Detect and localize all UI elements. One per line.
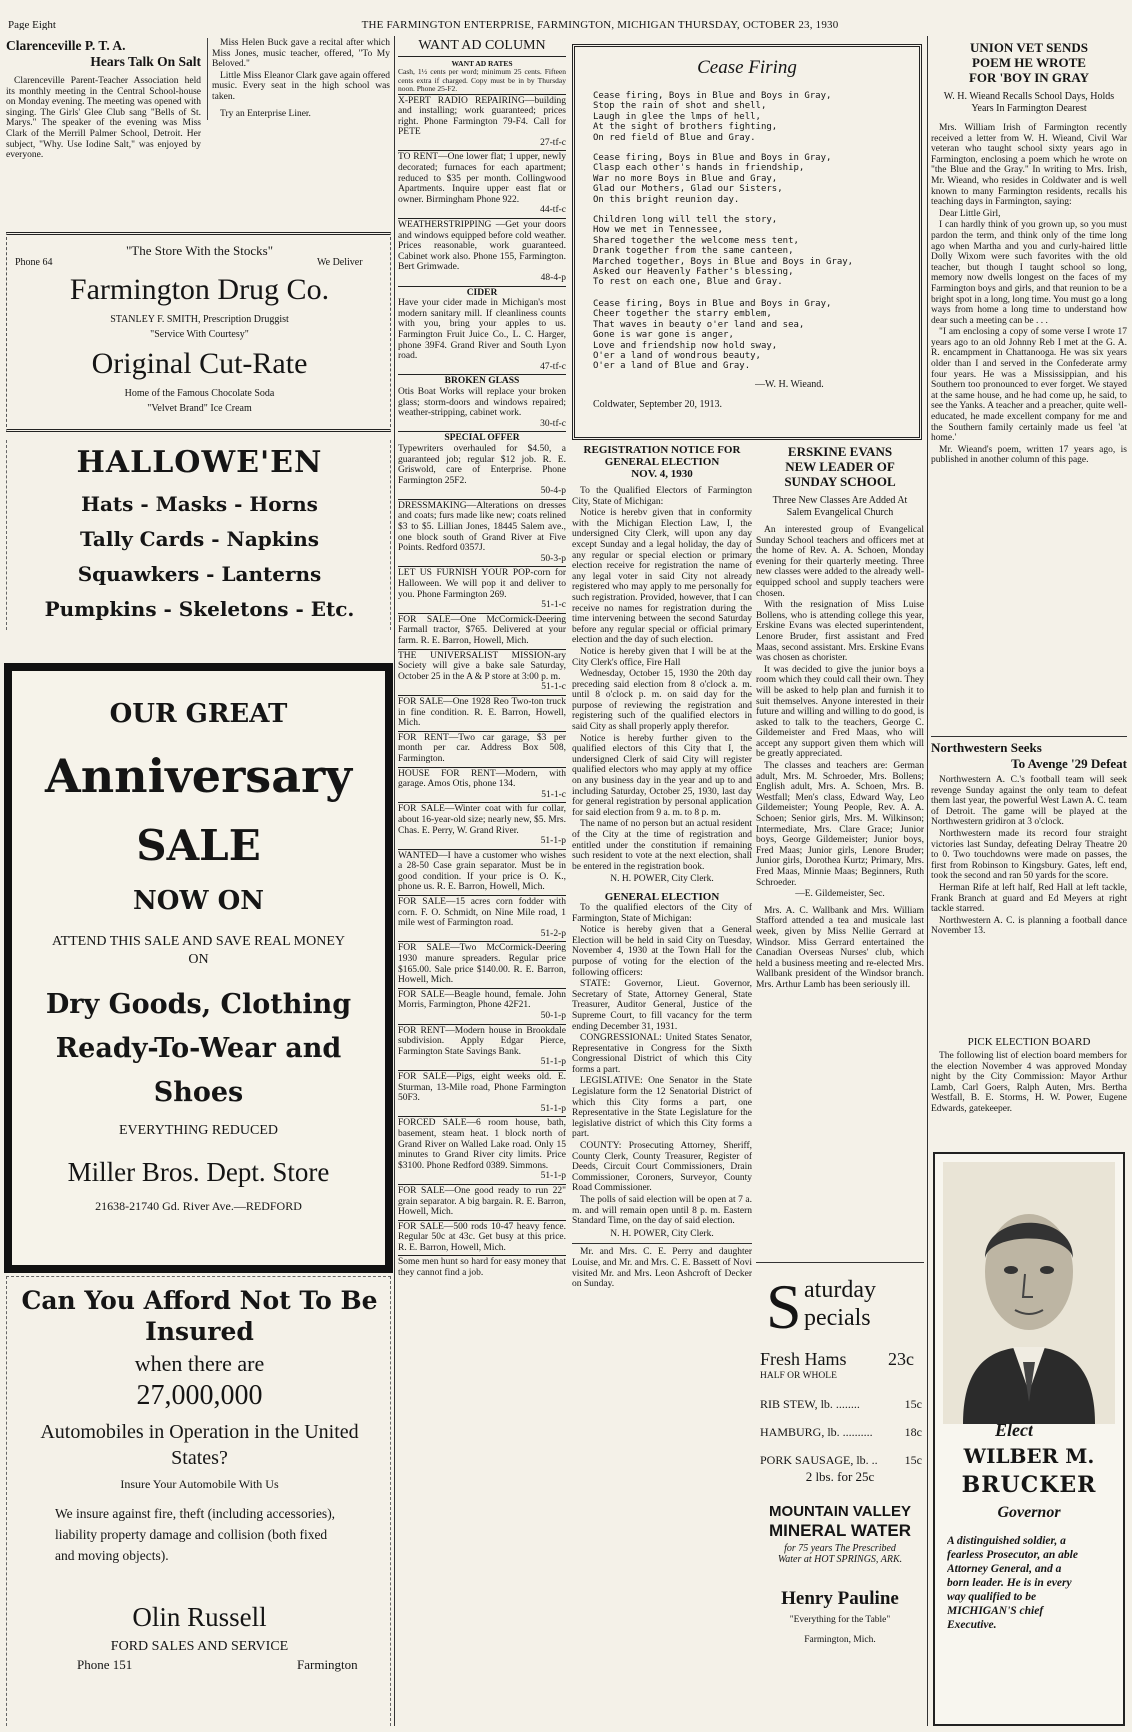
classified-ad: HOUSE FOR RENT—Modern, with garage. Amos Otis, phone 134. 51-1-c (398, 767, 566, 803)
nw-head-1: Northwestern Seeks (931, 740, 1042, 755)
drug-phone: Phone 64 (15, 257, 53, 268)
classified-ad: WEATHERSTRIPPING —Get your doors and windows equipped before cold weather. Prices reasonable, work guaranteed. Cabinet work also. Phone 155, Farmington. Bert Grimwade. 48-4-p (398, 218, 566, 286)
candidate-portrait (943, 1162, 1115, 1424)
specials-pecials: pecials (804, 1305, 871, 1331)
classified-ad: FOR SALE—One McCormick-Deering Farmall tractor, $765. Delivered at your farm. R. E. Barron, Howell, Mich. (398, 613, 566, 649)
halloween-line-4: Pumpkins - Skeletons - Etc. (44, 597, 355, 621)
sunday-school-article: ERSKINE EVANS NEW LEADER OF SUNDAY SCHOOL Three New Classes Are Added At Salem Evangelical Church An interested group of Evangelical Sunday School teachers and officers met at the home of Rev. A. A. Schoen, Monday evening for their quarterly meeting. Three new classes were added to the already well-equipped school and supply teachers were chosen. With the resignation of Miss Luise Bollens, who is attending college this year, Erskine Evans was elected superintendent, Lenore Bruder, first assistant and Fred Maas, second assistant. Mrs. Erskine Evans was chosen as chorister. It was decided to give the junior boys a room which they could call their own. They will be asked to help plan and furnish it to suit themselves. Anyone interested in their future and willing and willing to do good, is asked to talk to the teachers, George C. Gildemeister and Fred Maas, who will accept any support given them which will be greatly appreciated. The classes and teachers are: German adult, Mrs. M. Schroeder, Mrs. Bollens; English adult, Mrs. A. Schoen, Mrs. B. Westfall; Men's class, Edward Way, Leo Gildemeister; Young People, Rev. A. A. Schoen; Senior girls, Mrs. M. Wilkinson; Intermediate, Mrs. Clare Grace; Junior boys, George Gildemeister; Junior boys, Fred Maas; Junior girls, Lenore Bruder; Junior girls, Dorothea Kurtz; Primary, Mrs. Fred Maas, Minnie Maas; Beginners, Ruth Schroeder. —E. Gildemeister, Sec. Mrs. A. C. Wallbank and Mrs. William Stafford attended a tea and musicale last week, given by Miss Nellie Gerrard at Windsor. Miss Gerrard entertained the Canadian Overseas Nurses' club, which held a business meeting and re-elected Mrs. Wallbank president of the Windsor branch. Mrs. Arthur Lamb has been seriously ill. (756, 444, 924, 990)
specials-aturday: aturday (804, 1277, 876, 1303)
insure-number: 27,000,000 (136, 1380, 263, 1411)
drug-owner: STANLEY F. SMITH, Prescription Druggist (110, 314, 289, 325)
specials-item: HAMBURG, lb. .......... 18c (760, 1425, 922, 1439)
want-title: WANT AD COLUMN (398, 38, 566, 57)
poem-stanza-2: Cease firing, Boys in Blue and Boys in Gray, Clasp each other's hands in friendship, War no more Boys in Blue and Gray, Glad our Mothers, Glad our Sisters, On this bright reunion day. (593, 153, 832, 205)
specials-item: RIB STEW, lb. ........ 15c (760, 1397, 922, 1411)
classified-ad: FORCED SALE—6 room house, bath, basement, steam heat. 1 block north of Grand River on Walled Lake road. Only 15 minutes to Grand River city limits. Price $3100. Phone Redford 0389. Simmons. 51-1-p (398, 1116, 566, 1184)
gen-signature: N. H. POWER, City Clerk. (610, 1228, 714, 1239)
brucker-ad (933, 1152, 1125, 1726)
specials-ad (756, 1262, 924, 1726)
insurance-ad (6, 1276, 391, 1726)
pta-body: Clarenceville Parent-Teacher Association held its monthly meeting in the Central School-house on Monday evening. The meeting was opened with singing. The Girls' Glee Club sang "Bells of St. Marys." The speaker of the evening was Miss Clark of the Merrill Palmer School, Detroit. Her subject, "Why. Use Iodine Salt," was enjoyed by everyone. (6, 76, 201, 161)
halloween-ad (6, 440, 391, 630)
poem-stanza-3: Children long will tell the story, How we met in Tennessee, Shared together the welcome mess tent, Drank together from the same canteen, Marched together, Boys in Blue and Boys in Gray, Asked our Heavenly Father's blessing, To rest on each one, Blue and Gray. (593, 215, 854, 288)
mountain-valley-2: MINERAL WATER (769, 1521, 911, 1540)
pauline-town: Farmington, Mich. (804, 1635, 876, 1645)
sale-attend: ATTEND THIS SALE AND SAVE REAL MONEY ON (52, 934, 345, 967)
sale-anniversary: Anniversary (45, 749, 352, 803)
insure-headline: Can You Afford Not To Be Insured (21, 1286, 378, 1346)
pta-body-2: Miss Helen Buck gave a recital after which Miss Jones, music teacher, offered, "To My Beloved." Little Miss Eleanor Clark gave again offered music. Every seat in the high school was taken. Try an Enterprise Liner. (207, 38, 390, 120)
insure-phone: Phone 151 (77, 1657, 133, 1672)
brucker-elect: Elect (995, 1420, 1033, 1440)
sale-address: 21638-21740 Gd. River Ave.—REDFORD (95, 1199, 302, 1213)
brucker-name-2: BRUCKER (961, 1472, 1097, 1498)
halloween-line-1: Hats - Masks - Horns (81, 492, 318, 516)
cider-ad: CIDER Have your cider made in Michigan's most modern sanitary mill. If cleanliness counts with you, bring your apples to us. Farmington Fruit Juice Co., L. C. Harger, phone 39F4. Grand River and South Lyon road. 47-tf-c (398, 286, 566, 375)
gen-title: GENERAL ELECTION (604, 890, 720, 903)
pauline-store: Henry Pauline (781, 1588, 899, 1609)
sunday-sub: Three New Classes Are Added At Salem Evangelical Church (772, 495, 908, 518)
classified-ad: LET US FURNISH YOUR POP-corn for Halloween. We will pop it and deliver to you. Phone Farmington 269. 51-1-c (398, 566, 566, 612)
sale-reduced: EVERYTHING REDUCED (118, 1123, 279, 1138)
specials-deal: 2 lbs. for 25c (805, 1469, 875, 1484)
brucker-name-1: WILBER M. (963, 1444, 1095, 1468)
drug-slogan: "The Store With the Stocks" (125, 243, 274, 258)
mountain-valley-1: MOUNTAIN VALLEY (769, 1503, 911, 1520)
classified-ad: FOR SALE—Beagle hound, female. John Morris, Farmington, Phone 42F21. 50-1-p (398, 988, 566, 1024)
drug-velvet: "Velvet Brand" Ice Cream (147, 403, 252, 414)
specials-hams-price: 23c (888, 1349, 914, 1369)
poem-stanza-4: Cease firing, Boys in Blue and Boys in Gray, Cheer together the starry emblem, That waves in beauty o'er land and sea, Gone is war gone is anger, Love and friendship now hold sway, O'er a land of wondrous beauty, O'er a land of Blue and Gray. (593, 299, 832, 372)
specials-half: HALF OR WHOLE (760, 1371, 837, 1381)
classified-ad: THE UNIVERSALIST MISSION-ary Society will give a bake sale Saturday, October 25 in the A & P store at 3:00 p. m. 51-1-c (398, 649, 566, 695)
registration-notice: REGISTRATION NOTICE FOR GENERAL ELECTION NOV. 4, 1930 To the Qualified Electors of Farmington City, State of Michigan: Notice is herebv given that in conformity with the Michigan Election Law, I, the undersigned City Clerk, will upon any day except Sunday and a legal holiday, the day of any regular or special election or primary election receive for registration the name of any legal voter in said City not already registered who may apply to me personally for such registration. Provided, however, that I can receive no names for registration during the time intervening between the second Saturday before any regular special or official primary election and the day of such election. Notice is hereby given that I will be at the City Clerk's office, Fire Hall Wednesday, October 15, 1930 the 20th day preceding said election from 8 o'clock a. m. until 8 o'clock p. m. on said day for the purpose of reviewing the registration and registering such of the qualified electors in said City as shall properly apply therefor. Notice is hereby further given to the qualified electors of this City that I, the undersigned Clerk of said City will register qualified electors who may apply at my office on any business day in the year and up to and including Saturday, October 25, 1930, last day for general registration by personal application for said election from 9 a. m. to 8 p. m. The name of no person but an actual resident of the City at the time of registration and entitled under the constitution if remaining such resident to vote at the next election, shall be entered in the registration book. N. H. POWER, City Clerk. GENERAL ELECTION To the qualified electors of the City of Farmington, State of Michigan: Notice is hereby given that a General Election will be held in said City on Tuesday, November 4, 1930 at the Town Hall for the purpose of voting for the election of the following officers: STATE: Governor, Lieut. Governor, Secretary of State, Attorney General, State Treasurer, Auditor General, Justice of the Supreme Court, to fill vacancy for the term ending December 31, 1931. CONGRESSIONAL: United States Senator, Representative in Congress for the Sixth Congressional District of which this City forms a part. LEGISLATIVE: One Senator in the State Legislature form the 12 Senatorial District of which this City forms a part, one Representative in the State Legislature for the legislative district of which this City forms a part. COUNTY: Prosecuting Attorney, Sheriff, County Clerk, County Treasurer, Register of Deeds, Circuit Court Commissioners, Drain Commissioner, Coroners, Surveyor, County Road Commissioner. The polls of said election will be open at 7 a. m. and will remain open until 8 p. m. Eastern Standard Time, on the day of said election. N. H. POWER, City Clerk. Mr. and Mrs. C. E. Perry and daughter Louise, and Mr. and Mrs. C. E. Bassett of Novi visited Mr. and Mrs. Leon Ashcroft of Decker on Sunday. (572, 444, 752, 1290)
column-rule (394, 36, 395, 1726)
poem-author: —W. H. Wieand. (755, 379, 824, 390)
brucker-text: A distinguished soldier, a fearless Prosecutor, an able Attorney General, and a born leader. He is in every way qualified to be MICHIGAN'S chief Executive. (947, 1535, 1078, 1631)
want-rates: Cash, 1½ cents per word; minimum 25 cents. Fifteen cents extra if charged. Copy must be in by Thursday noon. Phone 25-F2. (398, 67, 566, 93)
insure-line: Insure Your Automobile With Us (120, 1477, 279, 1491)
mountain-valley-4: Water at HOT SPRINGS, ARK. (777, 1554, 903, 1565)
want-rates-title: WANT AD RATES (451, 59, 513, 68)
column-rule (927, 36, 928, 1726)
vet-sub: W. H. Wieand Recalls School Days, Holds Years In Farmington Dearest (943, 91, 1115, 114)
poem-stanza-1: Cease firing, Boys in Blue and Boys in Gray, Stop the rain of shot and shell, Laugh in glee the lmps of hell, At the sight of brothers fighting, On red field of Blue and Gray. (593, 91, 832, 143)
insure-autos: Automobiles in Operation in the United States? (40, 1421, 359, 1469)
classified-ad: TO RENT—One lower flat; 1 upper, newly decorated; furnaces for each apartment; reduced to $35 per month. Collingwood Apartments. Inquire upper east flat or owner. Birmingham Phone 922. 44-tf-c (398, 150, 566, 218)
specials-hams: Fresh Hams (760, 1349, 847, 1369)
insure-when: when there are (134, 1351, 265, 1376)
board-title: PICK ELECTION BOARD (967, 1036, 1091, 1048)
pauline-motto: "Everything for the Table" (789, 1615, 891, 1625)
sale-dry-goods: Dry Goods, Clothing (45, 989, 352, 1020)
reg-signature: N. H. POWER, City Clerk. (610, 874, 714, 885)
sale-ready: Ready-To-Wear and (55, 1033, 342, 1064)
classified-ad: FOR SALE—One 1928 Reo Two-ton truck in fine condition. R. E. Barron, Howell, Mich. (398, 695, 566, 731)
page-number: Page Eight (8, 19, 56, 30)
pta-headline-1: Clarenceville P. T. A. (6, 38, 126, 53)
sale-shoes: Shoes (153, 1077, 244, 1108)
want-ad-column (398, 38, 566, 1726)
classified-ad: FOR SALE—One good ready to run 22" grain separator. A big bargain. R. E. Barron, Howell, Mich. (398, 1184, 566, 1220)
page-title: THE FARMINGTON ENTERPRISE, FARMINGTON, MICHIGAN THURSDAY, OCTOBER 23, 1930 (361, 19, 839, 30)
halloween-title: HALLOWE'EN (76, 445, 323, 480)
classified-ad: FOR RENT—Modern house in Brookdale subdivision. Apply Edgar Pierce, Farmington State Savings Bank. 51-1-p (398, 1024, 566, 1070)
halloween-line-2: Tally Cards - Napkins (79, 527, 320, 551)
poem-box (572, 44, 922, 440)
vet-head-2: POEM HE WROTE (972, 55, 1086, 70)
specials-item: PORK SAUSAGE, lb. .. 15c (760, 1453, 922, 1467)
classified-ad: WANTED—I have a customer who wishes a 28-50 Case grain separator. Must be in good condition. If your price is O. K., phone us. R. E. Barron, Howell, Mich. (398, 849, 566, 895)
vet-head-1: UNION VET SENDS (969, 40, 1088, 55)
sale-sale: SALE (136, 821, 261, 870)
classified-ad: FOR SALE—15 acres corn fodder with corn. F. O. Schmidt, on Nine Mile road, 1 mile west of Farmington road. 51-2-p (398, 895, 566, 941)
perry-item: Mr. and Mrs. C. E. Perry and daughter Louise, and Mr. and Mrs. C. E. Bassett of Novi visited Mr. and Mrs. Leon Ashcroft of Decker on Sunday. (572, 1243, 752, 1289)
vet-head-3: FOR 'BOY IN GRAY (968, 70, 1090, 85)
halloween-line-3: Squawkers - Lanterns (77, 562, 322, 586)
drug-home: Home of the Famous Chocolate Soda (124, 388, 275, 399)
specials-s: S (766, 1275, 802, 1339)
sunday-head-1: ERSKINE EVANS (787, 444, 893, 459)
drug-cutrate: Original Cut-Rate (91, 347, 308, 380)
mountain-valley-3: for 75 years The Prescribed (784, 1543, 896, 1554)
union-vet-article: UNION VET SENDS POEM HE WROTE FOR 'BOY IN GRAY W. H. Wieand Recalls School Days, Holds Years In Farmington Dearest Mrs. William Irish of Farmington recently received a letter from W. H. Wieand, Civil War veteran who taught school sixty years ago in Farmington, enclosing a poem which he wrote on "the Blue and the Gray." In writing to Mrs. Irish, Mr. Wieand, who resides in Coldwater and is well known to many Farmington residents, recalls his teaching days in Farmington, saying: Dear Little Girl, I can hardly think of you grown up, so you must pardon the term, and think only of the time long ago when Martha and you and curly-haired little Dolly Wixom were such favorites with the old teacher, but though I taught school so long, memory now dwells longest on the faces of my Farmington boys and girls, and that reunion to be a bright spot in a long, long time. You must go a long ways from home a long time to understand how dear such a meeting can be . . . "I am enclosing a copy of some verse I wrote 17 years ago to an old Johnny Reb I met at the G. A. R. encampment in Chattanooga. He was six years older than I and served in the Confederate army four years. He was a Mississippian, and his Southern too pronounced to ever forget. We stayed at the same house, and he had come up, he said, to see the Yanks. A teacher and a preacher, quite well-educated, he made excellent company for me and the Southern family certainly made us feel 'at home.' Mr. Wieand's poem, written 17 years ago, is published in another column of this page. (931, 40, 1127, 466)
drug-ad (6, 232, 391, 432)
classified-ad: FOR SALE—Winter coat with fur collar, about 16-year-old size; nearly new, $5. Mrs. Chas. E. Perry, W. Grand River. 51-1-p (398, 802, 566, 848)
sale-our-great: OUR GREAT (109, 699, 288, 729)
drug-deliver: We Deliver (317, 257, 363, 268)
pta-headline-2: Hears Talk On Salt (90, 54, 201, 69)
sunday-signature: —E. Gildemeister, Sec. (795, 889, 885, 900)
classified-ad: FOR SALE—Two McCormick-Deering 1930 manure spreaders. Regular price $165.00. Sale price $140.00. R. E. Barron, Howell, Mich. (398, 941, 566, 987)
sunday-head-2: NEW LEADER OF (785, 459, 895, 474)
poem-title: Cease Firing (697, 57, 797, 78)
insure-body: We insure against fire, theft (including accessories), liability property damage and collision (both fixed and moving objects). (55, 1506, 336, 1563)
brucker-office: Governor (997, 1504, 1061, 1521)
classified-ad: DRESSMAKING—Alterations on dresses and coats; furs made like new; coats relined $3 to $5. Lillian Jones, 18445 Salem ave., one block south of Grand River at Five Points. Redford 0357J. 50-3-p (398, 499, 566, 567)
classified-ad: X-PERT RADIO REPAIRING—building and installing; work guaranteed; prices right. Phone Farmington 79-F4. Call for PETE 27-tf-c (398, 94, 566, 151)
classified-ad: FOR SALE—Pigs, eight weeks old. E. Sturman, 13-Mile road, Phone Farmington 50F3. 51-1-p (398, 1070, 566, 1116)
reg-title: REGISTRATION NOTICE FOR GENERAL ELECTION (583, 444, 741, 468)
insure-agent: Olin Russell (132, 1602, 267, 1632)
glass-ad: BROKEN GLASS Otis Boat Works will replace your broken glass; storm-doors and windows repaired; weather-stripping, cabinet work. 30-tf-c (398, 374, 566, 431)
pta-article (6, 38, 391, 228)
masthead (0, 0, 1132, 30)
insure-town: Farmington (297, 1657, 358, 1672)
reg-date: NOV. 4, 1930 (631, 468, 693, 480)
poem-place: Coldwater, September 20, 1913. (593, 399, 723, 410)
classified-ad: FOR SALE—500 rods 10-47 heavy fence. Regular 50c at 43c. Get busy at this price. R. E. Barron, Howell, Mich. (398, 1220, 566, 1256)
election-board-article: PICK ELECTION BOARD The following list of election board members for the election November 4 was approved Monday night by the City Commission: Mayor Arthur Lamb, Carl Goers, Ralph Auten, Mrs. Bertha Westfall, B. E. Storms, H. W. Power, Eugene Edwards, gatekeeper. (931, 1036, 1127, 1114)
sale-store: Miller Bros. Dept. Store (67, 1157, 330, 1187)
sale-now-on: NOW ON (132, 886, 265, 916)
anniversary-sale-ad (4, 663, 393, 1273)
insure-firm: FORD SALES AND SERVICE (110, 1639, 289, 1654)
offer-ad: SPECIAL OFFER Typewriters overhauled for $4.50, a guaranteed job; regular $12 job. R. E. Griswold, care of Enterprise. Phone Farmington 25F2. 50-4-p (398, 431, 566, 499)
sunday-head-3: SUNDAY SCHOOL (784, 474, 896, 489)
want-closing: Some men hunt so hard for easy money that they cannot find a job. (398, 1255, 566, 1280)
drug-motto: "Service With Courtesy" (150, 329, 249, 340)
drug-name: Farmington Drug Co. (69, 273, 330, 306)
classified-ad: FOR RENT—Two car garage, $3 per month per car. Address Box 508, Farmington. (398, 731, 566, 767)
northwestern-article: Northwestern Seeks To Avenge '29 Defeat Northwestern A. C.'s football team will seek revenge Sunday against the only team to defeat them last year, the powerful West Lawn A. C. team of Detroit. The game will be played at the Northwestern gridiron at 3 o'clock. Northwestern made its record four straight victories last Sunday, defeating Delray Theatre 20 to 0. Two touchdowns were made on passes, the first from Robinson to Kingsbury. Gates, left end, took the second and ran 50 yards for the score. Herman Rife at left half, Red Hall at left tackle, Frank Branch at guard and Ed Meyers at right tackle starred. Northwestern A. C. is planning a football dance November 13. (931, 736, 1127, 976)
nw-head-2: To Avenge '29 Defeat (1011, 756, 1127, 771)
